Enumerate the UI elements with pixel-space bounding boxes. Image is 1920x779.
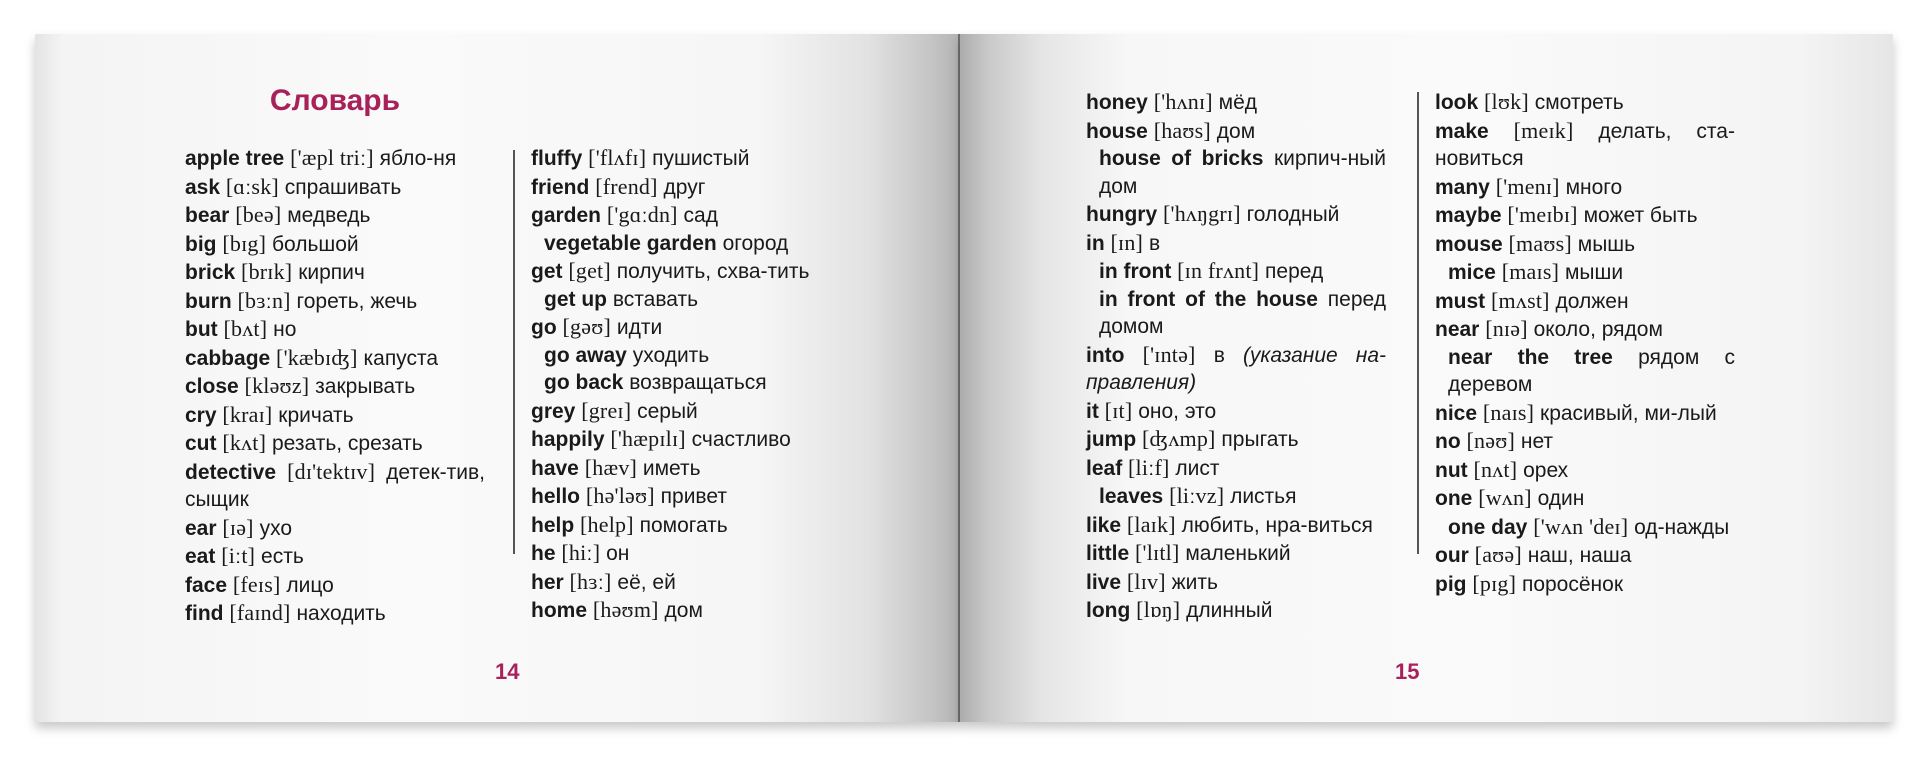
headword: hungry (1086, 203, 1158, 226)
headword: have (531, 456, 579, 480)
headword: cry (185, 403, 217, 427)
transcription: [gəʊ] (562, 314, 611, 339)
definition: кричать (278, 403, 354, 427)
headword: live (1086, 570, 1122, 594)
column-divider-right (1417, 92, 1419, 554)
headword: leaves (1099, 485, 1164, 508)
headword: like (1086, 513, 1122, 537)
dictionary-entry (1435, 456, 1735, 485)
headword: he (531, 542, 556, 565)
transcription: [kraɪ] (222, 401, 273, 427)
headword: happily (531, 428, 605, 451)
transcription: [lɒŋ] (1136, 597, 1181, 622)
definition: находить (296, 602, 386, 625)
transcription: [ɪt] (1104, 397, 1133, 423)
right-page (960, 34, 1893, 722)
dictionary-entry (1435, 230, 1735, 259)
headword: house (1086, 119, 1148, 143)
dictionary-entry (185, 458, 485, 514)
headword: honey (1086, 91, 1148, 114)
definition: делать, ста-новиться (1435, 119, 1735, 170)
definition: уходить (632, 343, 710, 367)
dictionary-entry (185, 258, 485, 287)
headword: get up (544, 287, 607, 311)
dictionary-entry (1086, 511, 1386, 540)
definition: помогать (639, 513, 728, 537)
headword: but (185, 318, 218, 341)
definition: закрывать (315, 375, 416, 398)
definition: кирпич (298, 261, 365, 284)
definition: ябло-ня (379, 147, 457, 170)
definition: длинный (1186, 599, 1273, 622)
headword: make (1435, 119, 1489, 143)
dictionary-entry (1086, 482, 1386, 511)
dictionary-entry (1086, 397, 1386, 426)
headword: cabbage (185, 346, 271, 370)
dictionary-entry (1435, 117, 1735, 173)
definition: иметь (642, 456, 701, 480)
definition: смотреть (1534, 91, 1624, 114)
dictionary-entry (531, 369, 831, 397)
headword: maybe (1435, 204, 1502, 227)
transcription: [liːf] (1128, 454, 1170, 480)
transcription: [naɪs] (1482, 399, 1535, 425)
dictionary-entry (185, 542, 485, 571)
headword: detective (185, 460, 277, 484)
transcription: [nɪə] (1485, 316, 1528, 341)
headword: home (531, 599, 588, 622)
headword: no (1435, 430, 1461, 453)
headword: house of bricks (1099, 147, 1264, 170)
dictionary-entry (531, 454, 831, 483)
definition: кирпич-ный дом (1099, 147, 1386, 198)
definition: мышь (1577, 232, 1636, 256)
column-divider-left (513, 150, 515, 554)
headword: look (1435, 91, 1479, 114)
transcription: [maʊs] (1508, 230, 1572, 256)
dictionary-entry (185, 230, 485, 259)
transcription: [dɪ'tektɪv] (287, 458, 376, 484)
transcription: [mʌst] (1491, 287, 1550, 313)
headword: ear (185, 516, 217, 540)
dictionary-entry (1435, 541, 1735, 570)
definition: он (606, 542, 630, 565)
definition: жить (1171, 570, 1218, 594)
dictionary-entry (531, 230, 831, 258)
dictionary-entry (185, 571, 485, 600)
dictionary-entry (185, 429, 485, 458)
dictionary-entry (1086, 425, 1386, 454)
dictionary-entry (1435, 484, 1735, 513)
headword: in front of the house (1099, 287, 1318, 311)
dictionary-entry (531, 482, 831, 511)
headword: in (1086, 231, 1105, 255)
headword: garden (531, 204, 602, 227)
dictionary-entry (1435, 570, 1735, 599)
usage-note: (указание на-правления) (1086, 343, 1386, 394)
transcription: [brɪk] (241, 259, 293, 284)
definition: прыгать (1221, 428, 1299, 451)
transcription: ['hʌŋgrɪ] (1163, 201, 1241, 226)
transcription: [feɪs] (232, 571, 281, 597)
dictionary-entry (531, 173, 831, 202)
definition: листья (1230, 485, 1297, 508)
headword: long (1086, 599, 1131, 622)
right-column-1 (1086, 88, 1386, 625)
definition: маленький (1185, 542, 1291, 565)
definition: орех (1523, 458, 1569, 482)
headword: one day (1448, 515, 1528, 539)
definition: спрашивать (284, 175, 402, 199)
definition: резать, срезать (271, 432, 423, 455)
definition: медведь (287, 204, 371, 227)
definition: красивый, ми-лый (1540, 401, 1717, 425)
headword: big (185, 232, 217, 256)
headword: burn (185, 289, 232, 313)
dictionary-entry (1086, 145, 1386, 200)
dictionary-entry (531, 539, 831, 568)
transcription: [hiː] (561, 540, 601, 565)
dictionary-entry (531, 201, 831, 230)
headword: friend (531, 175, 590, 199)
dictionary-entry (1435, 173, 1735, 202)
transcription: [help] (580, 511, 634, 537)
definition: вставать (612, 287, 699, 311)
dictionary-entry (185, 173, 485, 202)
transcription: ['kæbɪʤ] (276, 344, 358, 370)
definition: наш, наша (1527, 544, 1632, 567)
transcription: ['æpl triː] (290, 145, 374, 170)
dictionary-entry (531, 313, 831, 342)
headword: help (531, 513, 575, 537)
headword: face (185, 573, 228, 597)
headword: bear (185, 204, 230, 227)
definition: есть (261, 545, 304, 568)
definition: один (1537, 487, 1585, 510)
transcription: [kʌt] (222, 430, 267, 455)
headword: one (1435, 487, 1473, 510)
definition: серый (637, 399, 698, 423)
transcription: [nəʊ] (1466, 428, 1515, 453)
headword: pig (1435, 572, 1467, 596)
transcription: [hæv] (584, 454, 638, 480)
dictionary-entry (531, 257, 831, 286)
dictionary-entry (185, 144, 485, 173)
headword: into (1086, 343, 1125, 367)
definition: сад (683, 204, 718, 227)
transcription: [iːt] (221, 543, 256, 568)
dictionary-entry (185, 315, 485, 344)
dictionary-entry (1086, 596, 1386, 625)
definition: счастливо (691, 428, 791, 451)
definition: идти (616, 316, 663, 339)
definition: друг (663, 175, 706, 199)
headword: get (531, 260, 563, 283)
definition: оно, это (1138, 399, 1217, 423)
definition: дом (1216, 119, 1256, 143)
definition: но (273, 318, 297, 341)
dictionary-entry (531, 342, 831, 370)
headword: vegetable garden (544, 231, 717, 255)
definition: любить, нра-виться (1181, 513, 1373, 537)
headword: mice (1448, 261, 1496, 284)
transcription: [bɪg] (222, 230, 267, 256)
headword: jump (1086, 428, 1137, 451)
headword: ask (185, 175, 221, 199)
left-page (35, 34, 960, 722)
definition: поросёнок (1521, 572, 1624, 596)
dictionary-entry (1086, 229, 1386, 258)
transcription: [kləʊz] (244, 373, 310, 398)
transcription: ['flʌfɪ] (588, 145, 647, 170)
transcription: [nʌt] (1473, 456, 1518, 482)
definition: лист (1175, 456, 1220, 480)
headword: near (1435, 318, 1480, 341)
dictionary-entry (1435, 427, 1735, 456)
definition: нет (1520, 430, 1554, 453)
definition: большой (271, 232, 359, 256)
transcription: ['menɪ] (1495, 173, 1560, 199)
definition: мыши (1564, 261, 1624, 284)
page-number-right: 15 (1395, 659, 1420, 684)
dictionary-entry (1086, 117, 1386, 146)
definition: дом (664, 599, 703, 622)
dictionary-entry (531, 596, 831, 625)
transcription: [hɜː] (569, 568, 612, 594)
definition: капуста (363, 346, 439, 370)
definition: может быть (1583, 204, 1698, 227)
dictionary-entry (1435, 258, 1735, 287)
headword: it (1086, 399, 1099, 423)
transcription: [ɑːsk] (225, 173, 279, 199)
dictionary-entry (531, 425, 831, 454)
definition: должен (1555, 289, 1629, 313)
transcription: ['hæpɪlɪ] (610, 426, 686, 451)
headword: grey (531, 399, 576, 423)
dictionary-entry (1435, 399, 1735, 428)
headword: our (1435, 544, 1469, 567)
transcription: [faɪnd] (229, 600, 291, 625)
definition: рядом с деревом (1448, 345, 1735, 396)
transcription: [haʊs] (1153, 117, 1211, 143)
headword: apple tree (185, 147, 285, 170)
dictionary-entry (1435, 88, 1735, 117)
definition: в (1148, 231, 1161, 255)
definition: ухо (259, 516, 293, 540)
headword: nice (1435, 401, 1478, 425)
headword: go back (544, 371, 624, 394)
dictionary-entry (1086, 286, 1386, 341)
headword: fluffy (531, 147, 583, 170)
definition: лицо (286, 573, 334, 597)
transcription: [ɪn frʌnt] (1177, 258, 1260, 283)
dictionary-entry (185, 201, 485, 230)
transcription: [həʊm] (592, 597, 659, 622)
dictionary-entry (1086, 454, 1386, 483)
definition: мёд (1218, 91, 1258, 114)
dictionary-entry (185, 344, 485, 373)
definition: пушистый (652, 147, 750, 170)
dictionary-entry (1086, 341, 1386, 397)
headword: in front (1099, 260, 1172, 283)
headword: eat (185, 545, 216, 568)
transcription: [aʊə] (1474, 542, 1522, 567)
transcription: [liːvz] (1169, 483, 1225, 508)
transcription: [ɪn] (1110, 229, 1144, 255)
dictionary-entry (1435, 201, 1735, 230)
definition: привет (660, 485, 727, 508)
definition: в (1213, 343, 1225, 367)
transcription: ['ɪntə] (1142, 341, 1196, 367)
dictionary-entry (185, 599, 485, 628)
headword: leaf (1086, 456, 1123, 480)
headword: find (185, 602, 224, 625)
headword: brick (185, 261, 236, 284)
dictionary-entry (1435, 513, 1735, 542)
transcription: [meɪk] (1513, 117, 1574, 143)
dictionary-entry (531, 397, 831, 426)
headword: go away (544, 343, 627, 367)
dictionary-entry (531, 568, 831, 597)
definition: перед домом (1099, 287, 1386, 338)
left-column-1 (185, 144, 485, 628)
transcription: [ɪə] (222, 514, 254, 540)
dictionary-entry (1086, 200, 1386, 229)
headword: must (1435, 289, 1486, 313)
headword: go (531, 316, 557, 339)
dictionary-entry (1435, 344, 1735, 399)
dictionary-entry (531, 511, 831, 540)
headword: mouse (1435, 232, 1503, 256)
transcription: [maɪs] (1501, 259, 1560, 284)
dictionary-entry (1086, 257, 1386, 286)
transcription: [get] (568, 258, 611, 283)
headword: her (531, 570, 564, 594)
headword: many (1435, 175, 1490, 199)
transcription: [lʊk] (1484, 89, 1529, 114)
definition: много (1565, 175, 1623, 199)
dictionary-title: Словарь (269, 84, 401, 117)
definition: перед (1265, 260, 1324, 283)
definition: около, рядом (1533, 318, 1663, 341)
headword: close (185, 375, 239, 398)
headword: cut (185, 432, 217, 455)
transcription: ['gɑːdn] (606, 202, 678, 227)
transcription: [frend] (595, 173, 658, 199)
transcription: [lɪv] (1126, 568, 1166, 594)
definition: возвращаться (629, 371, 767, 394)
headword: hello (531, 485, 581, 508)
transcription: [pɪg] (1472, 570, 1517, 596)
dictionary-entry (531, 286, 831, 314)
headword: nut (1435, 458, 1468, 482)
transcription: [bɜːn] (237, 287, 291, 313)
page-number-left: 14 (495, 659, 520, 684)
transcription: ['meɪbɪ] (1507, 202, 1578, 227)
transcription: ['hʌnɪ] (1153, 89, 1213, 114)
definition: её, ей (617, 570, 676, 594)
dictionary-entry (1435, 287, 1735, 316)
transcription: ['wʌn 'deɪ] (1533, 513, 1629, 539)
dictionary-entry (185, 514, 485, 543)
transcription: [hə'ləʊ] (585, 483, 655, 508)
headword: near the tree (1448, 345, 1613, 369)
definition: гореть, жечь (296, 289, 418, 313)
definition: огород (722, 231, 789, 255)
transcription: ['lɪtl] (1135, 540, 1180, 565)
definition: од-нажды (1634, 515, 1730, 539)
definition: голодный (1246, 203, 1340, 226)
dictionary-entry (1086, 568, 1386, 597)
dictionary-entry (1086, 88, 1386, 117)
transcription: [laɪk] (1126, 511, 1176, 537)
transcription: [ʤʌmp] (1142, 426, 1216, 451)
transcription: [beə] (235, 202, 282, 227)
dictionary-entry (185, 287, 485, 316)
dictionary-entry (185, 401, 485, 430)
right-column-2 (1435, 88, 1735, 598)
definition: детек-тив, сыщик (185, 460, 485, 511)
transcription: [wʌn] (1478, 485, 1532, 510)
dictionary-entry (1435, 315, 1735, 344)
definition: получить, схва-тить (616, 260, 810, 283)
dictionary-entry (185, 372, 485, 401)
left-column-2 (531, 144, 831, 625)
headword: little (1086, 542, 1130, 565)
transcription: [bʌt] (223, 316, 268, 341)
dictionary-entry (531, 144, 831, 173)
transcription: [greɪ] (581, 397, 632, 423)
dictionary-entry (1086, 539, 1386, 568)
